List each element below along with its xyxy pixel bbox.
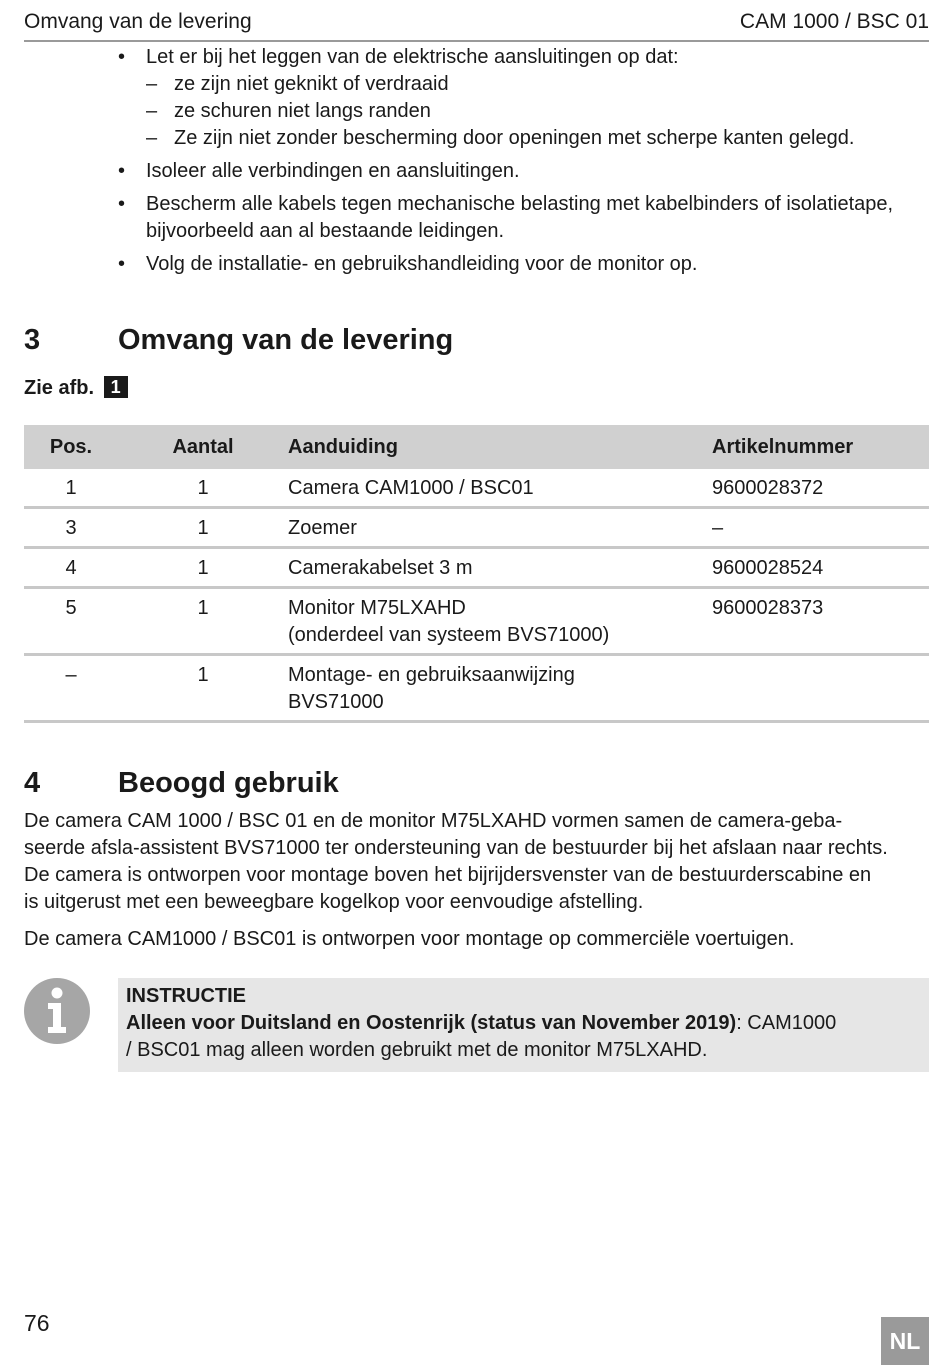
instruction-note (118, 978, 929, 1072)
section-number: 4 (24, 767, 41, 799)
paragraph-line: De camera CAM 1000 / BSC 01 en de monitor M75LXAHD vormen samen de camera-geba- (24, 810, 843, 832)
column-header-article: Artikelnummer (712, 425, 929, 469)
table-header-row (24, 425, 929, 469)
header-product-name: CAM 1000 / BSC 01 (739, 10, 929, 33)
cell-pos: 3 (24, 508, 118, 548)
cell-article: 9600028524 (712, 548, 929, 588)
installation-notes (118, 44, 929, 284)
intended-use-paragraph-2: De camera CAM1000 / BSC01 is ontworpen voor montage op commerciële voertuigen. (24, 928, 795, 950)
note-text: : CAM1000 (736, 1012, 837, 1034)
manual-page (24, 0, 929, 1365)
note-sublist (146, 71, 929, 152)
column-header-name: Aanduiding (288, 425, 712, 469)
cell-pos: – (24, 655, 118, 722)
page-number: 76 (24, 1310, 50, 1336)
cell-name-line: Camera CAM1000 / BSC01 (288, 477, 534, 499)
table-row (24, 548, 929, 588)
cell-qty: 1 (118, 469, 288, 508)
cell-article: 9600028372 (712, 469, 929, 508)
note-text: / BSC01 mag alleen worden gebruikt met de monitor M75LXAHD. (126, 1039, 708, 1061)
scope-of-delivery-table (24, 425, 929, 723)
cell-name (288, 588, 712, 655)
note-title: INSTRUCTIE (126, 985, 246, 1007)
figure-number-badge: 1 (104, 376, 128, 398)
figure-reference (24, 374, 128, 402)
cell-qty: 1 (118, 508, 288, 548)
info-icon (24, 978, 90, 1044)
language-badge: NL (881, 1317, 929, 1365)
table-row (24, 655, 929, 722)
note-bullet-connections (118, 44, 929, 152)
cell-qty: 1 (118, 548, 288, 588)
cell-name-line-2: BVS71000 (288, 691, 384, 713)
intended-use-text (24, 808, 929, 963)
cell-pos: 1 (24, 469, 118, 508)
table-row (24, 508, 929, 548)
note-intro: • Let er bij het leggen van de elektrische aansluitingen op dat: (146, 46, 679, 68)
cell-name-line: Camerakabelset 3 m (288, 557, 473, 579)
figure-reference-label: Zie afb. (24, 377, 95, 399)
section-number: 3 (24, 324, 41, 356)
note-bullet: • Bescherm alle kabels tegen mechanische belasting met kabelbinders of isolatietape, bijvoorbeeld aan al bestaande leidingen. (118, 191, 929, 245)
cell-name-line: Montage- en gebruiksaanwijzing (288, 664, 575, 686)
section-title: Omvang van de levering (118, 324, 454, 356)
paragraph-line: is uitgerust met een beweegbare kogelkop voor eenvoudige afstelling. (24, 891, 644, 913)
paragraph-line: De camera is ontworpen voor montage boven het bijrijdersvenster van de bestuurderscabine en (24, 864, 872, 886)
cell-article: 9600028373 (712, 588, 929, 655)
cell-name (288, 508, 712, 548)
intended-use-paragraph (24, 808, 929, 916)
running-header (24, 8, 929, 42)
paragraph-line: seerde afsla-assistent BVS71000 ter ondersteuning van de bestuurder bij het afslaan naar rechts. (24, 837, 888, 859)
cell-article (712, 655, 929, 722)
cell-name-line: Monitor M75LXAHD (288, 597, 466, 619)
note-body (126, 1010, 921, 1064)
cell-name (288, 655, 712, 722)
cell-qty: 1 (118, 655, 288, 722)
note-subitem: – ze zijn niet geknikt of verdraaid (146, 71, 929, 98)
table-row (24, 469, 929, 508)
cell-name (288, 548, 712, 588)
cell-name (288, 469, 712, 508)
note-subitem: – Ze zijn niet zonder bescherming door openingen met scherpe kanten gelegd. (146, 125, 929, 152)
table-row (24, 588, 929, 655)
section-title: Beoogd gebruik (118, 767, 339, 799)
cell-pos: 5 (24, 588, 118, 655)
note-subitem: – ze schuren niet langs randen (146, 98, 929, 125)
cell-name-line: Zoemer (288, 517, 357, 539)
cell-pos: 4 (24, 548, 118, 588)
cell-article: – (712, 508, 929, 548)
header-section-title: Omvang van de levering (24, 10, 252, 33)
cell-name-line-2: (onderdeel van systeem BVS71000) (288, 624, 610, 646)
note-bold-text: Alleen voor Duitsland en Oostenrijk (status van November 2019) (126, 1012, 737, 1034)
column-header-qty: Aantal (118, 425, 288, 469)
cell-qty: 1 (118, 588, 288, 655)
note-bullet: • Volg de installatie- en gebruikshandleiding voor de monitor op. (118, 251, 929, 278)
column-header-pos: Pos. (24, 425, 118, 469)
note-bullet: • Isoleer alle verbindingen en aansluitingen. (118, 158, 929, 185)
